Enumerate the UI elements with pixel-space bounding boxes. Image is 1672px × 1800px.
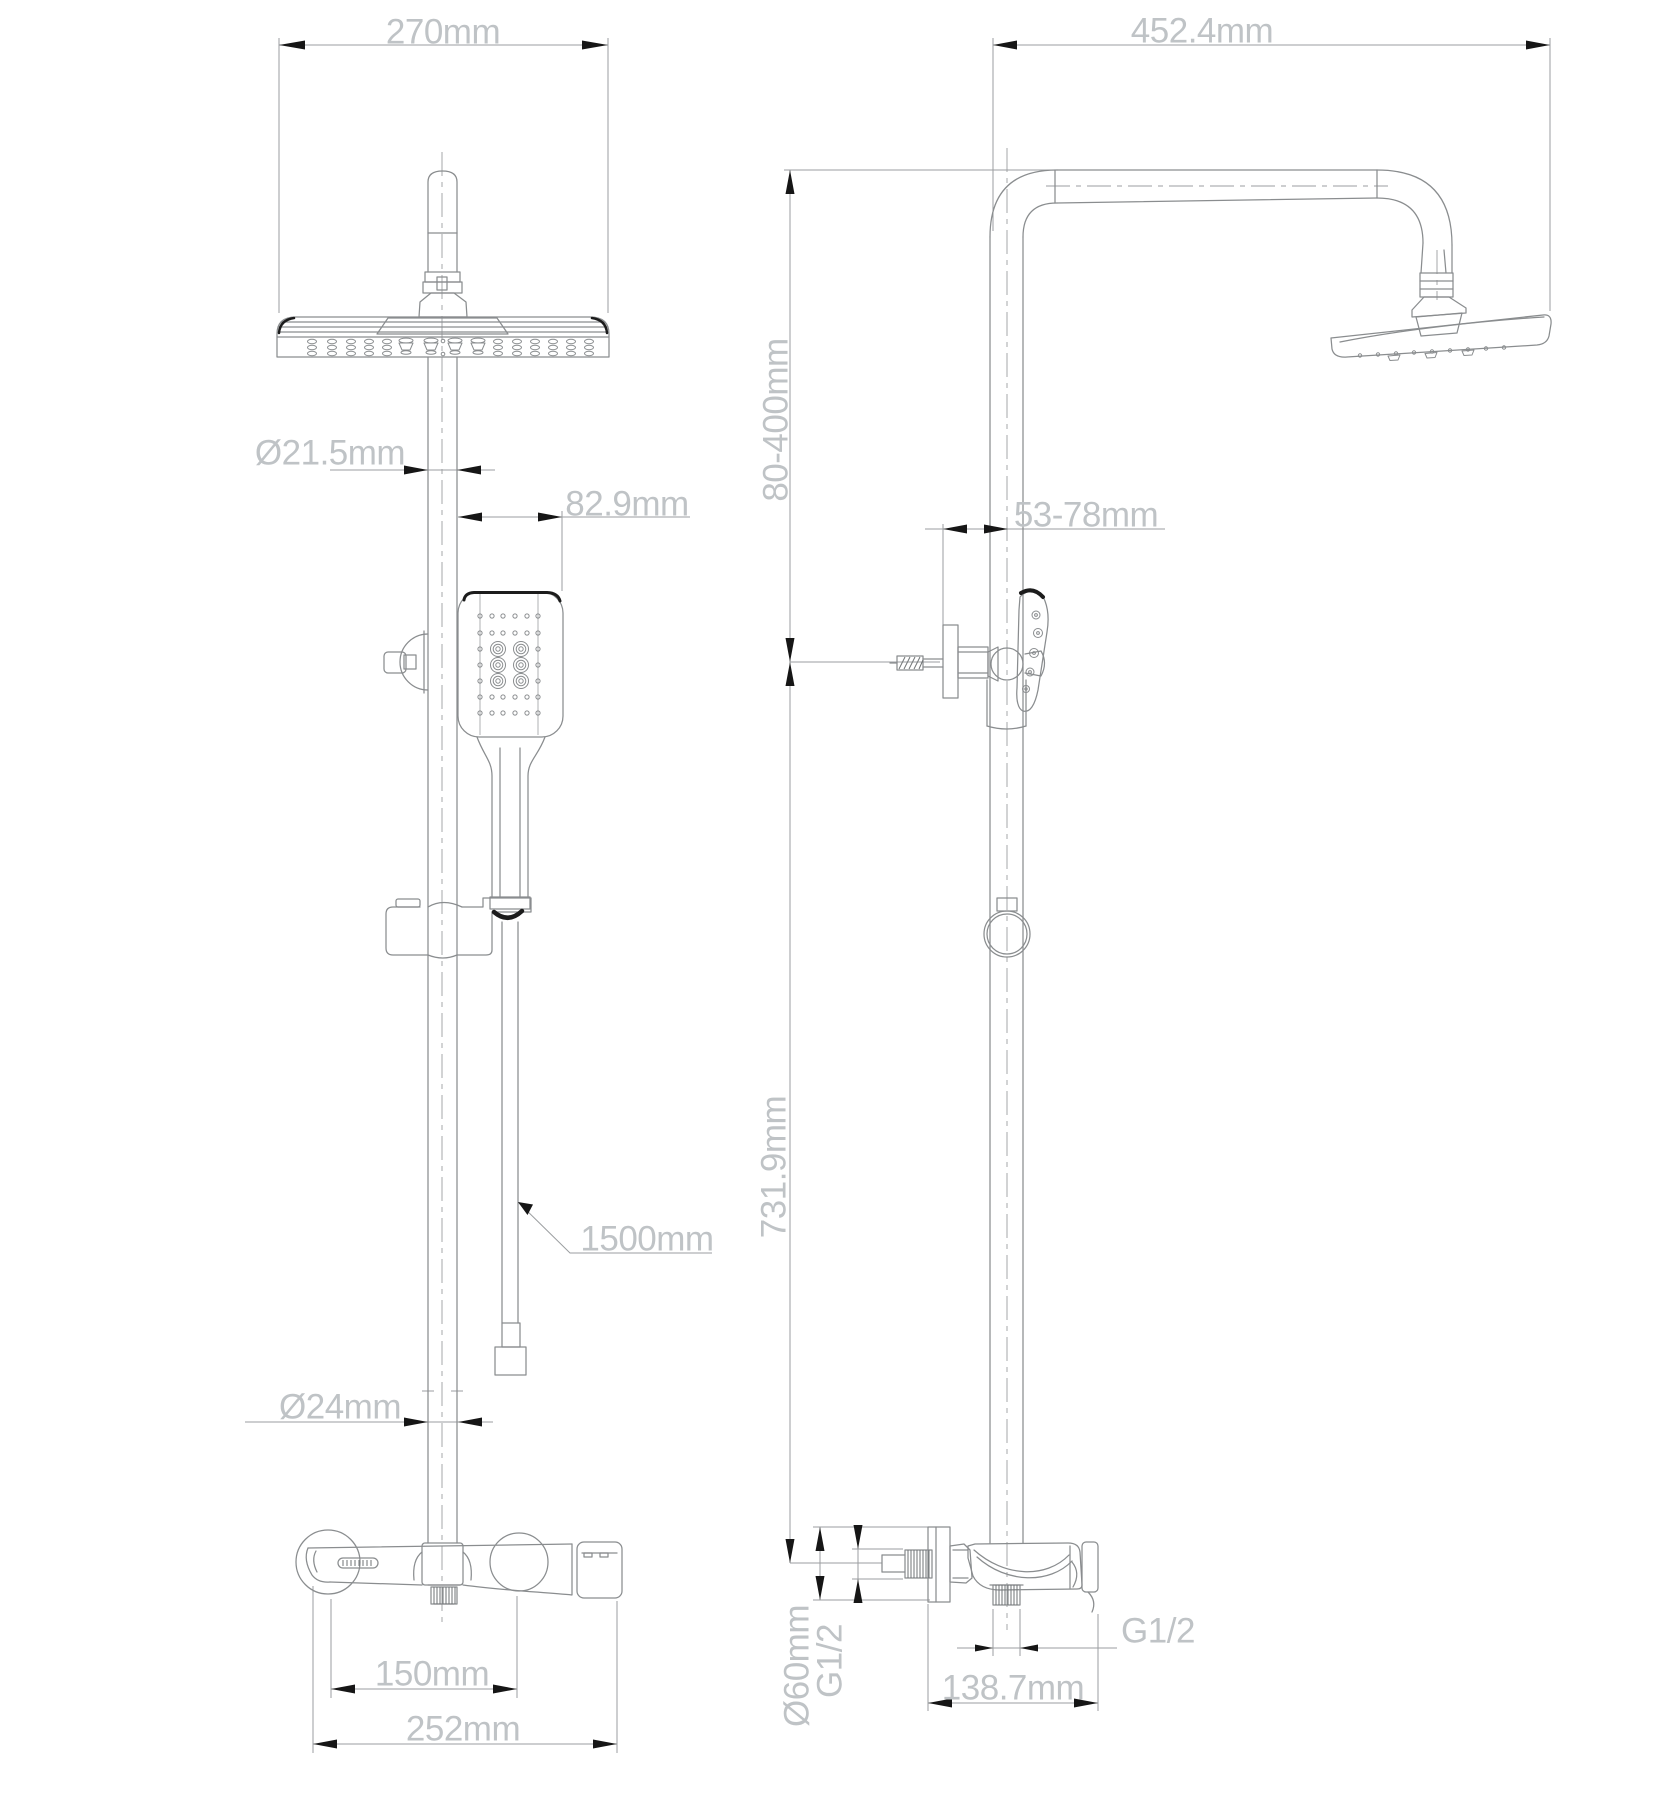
dim-label-column-height: 731.9mm	[754, 1095, 794, 1239]
dim-label-spout-reach: 138.7mm	[941, 1668, 1085, 1708]
shower-pipe-front	[419, 171, 467, 1543]
hand-shower-side	[1017, 591, 1048, 711]
linework	[277, 170, 1551, 1612]
dim-452-4mm	[993, 38, 1550, 311]
bath-mixer-front	[296, 1530, 622, 1604]
dim-label-bracket-height-range: 80-400mm	[756, 338, 796, 502]
dimension-labels	[255, 12, 1273, 1749]
dim-label-connection-centers: 150mm	[374, 1654, 490, 1694]
dimension-lines	[245, 38, 1550, 1753]
front-outlet-thread	[434, 1587, 455, 1604]
dim-53-78mm	[925, 524, 1165, 626]
shower-hose-front	[495, 922, 526, 1375]
dim-label-column-diameter: Ø24mm	[279, 1387, 401, 1427]
dim-label-head-width: 270mm	[385, 12, 501, 52]
dim-label-mixer-width: 252mm	[405, 1709, 521, 1749]
head-nozzles	[308, 338, 594, 356]
shower-column-side	[990, 170, 1466, 1543]
dim-label-outlet-thread: G1/2	[1121, 1611, 1195, 1651]
dark-accents	[279, 318, 1043, 918]
slider-bracket-front	[386, 898, 531, 958]
dim-label-pipe-diameter: Ø21.5mm	[254, 433, 406, 473]
dim-label-handset-offset: 82.9mm	[565, 484, 689, 524]
wall-bracket-side	[890, 625, 1045, 729]
dim-label-inlet-thread: G1/2	[810, 1624, 850, 1698]
dim-label-escutcheon-diameter: Ø60mm	[777, 1605, 817, 1727]
hand-shower-front	[458, 592, 563, 909]
wall-bracket-front	[384, 631, 428, 693]
hand-shower-face	[478, 614, 540, 715]
dim-80-400mm	[784, 170, 1056, 1563]
head-corner-accent-left	[279, 318, 294, 333]
handset-top-accent-front	[464, 593, 560, 602]
rain-shower-head-front	[277, 317, 609, 357]
rain-shower-head-side	[1331, 315, 1551, 361]
dimension-arrows	[279, 41, 1550, 1749]
spout-aerator-ticks	[343, 1560, 371, 1566]
head-corner-accent-right	[592, 318, 607, 333]
side-outlet-thread	[996, 1585, 1017, 1605]
dim-label-arm-reach: 452.4mm	[1130, 11, 1274, 51]
thread-hatching	[343, 657, 1017, 1605]
dim-label-hose-length: 1500mm	[580, 1219, 714, 1259]
screw-anchor-hatch	[899, 657, 923, 669]
dim-label-bracket-offset-range: 53-78mm	[1013, 495, 1159, 535]
side-inlet-thread	[908, 1550, 929, 1578]
